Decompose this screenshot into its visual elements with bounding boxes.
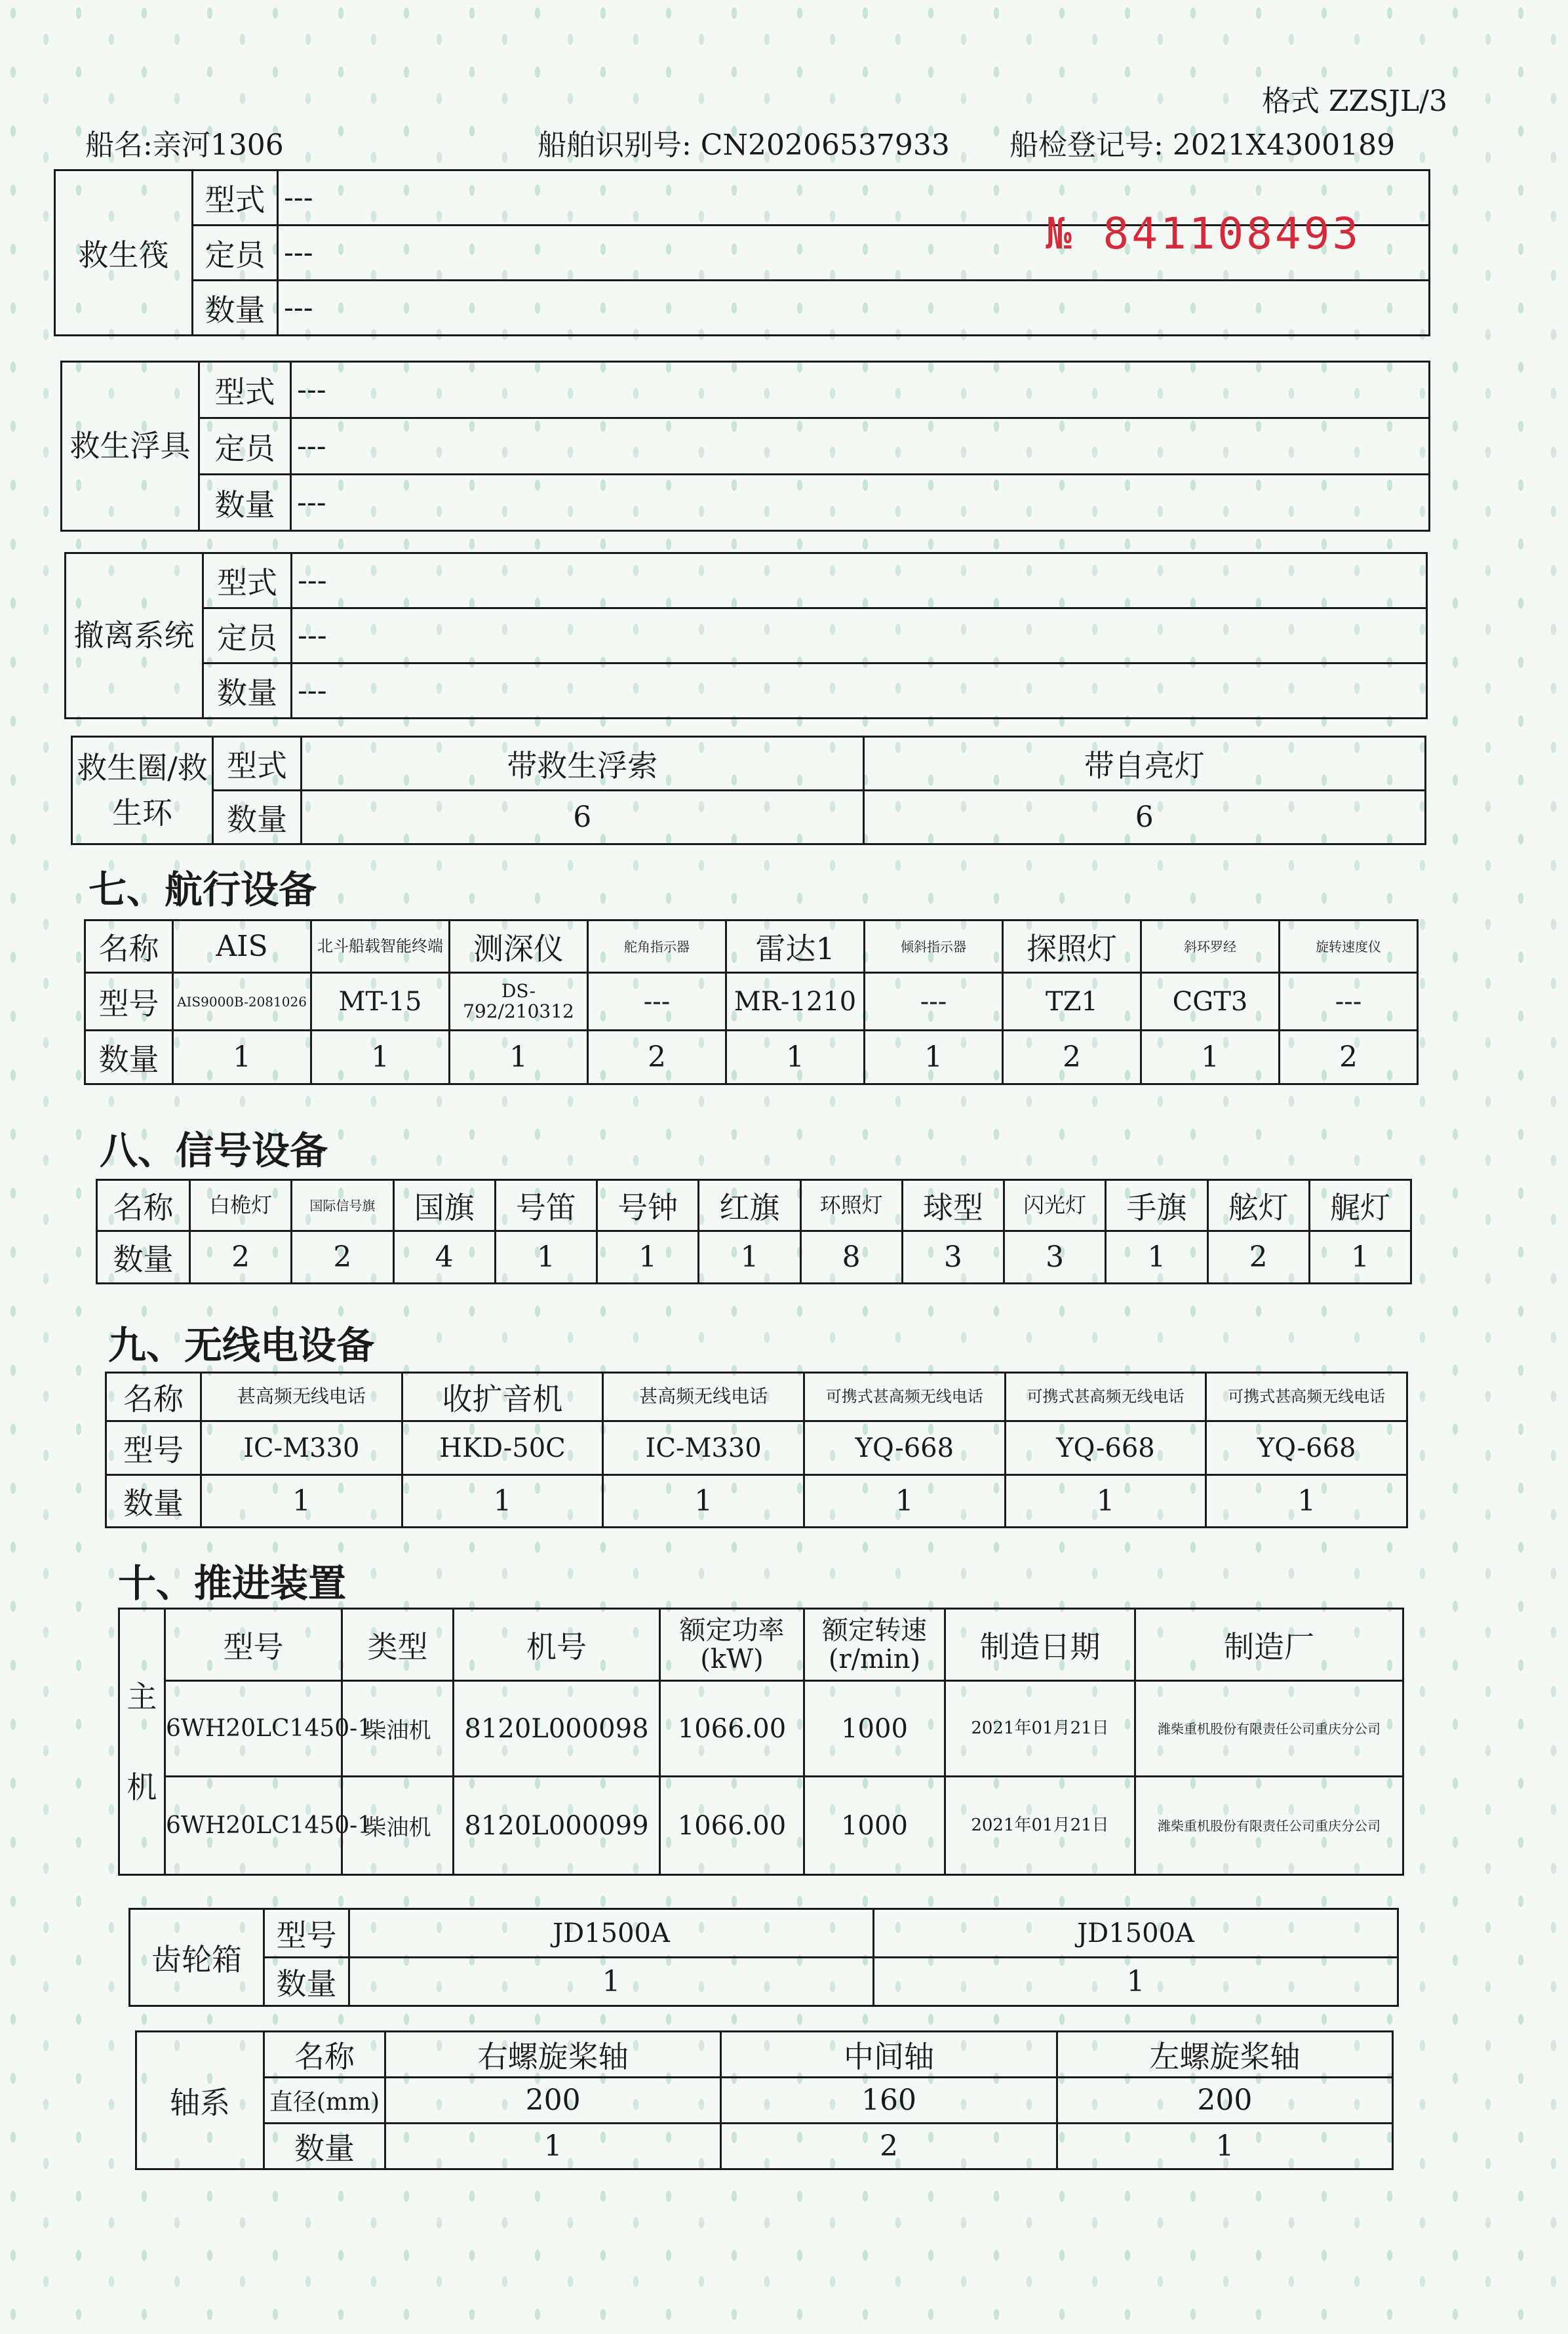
lifebuoy-qty: 6: [302, 791, 864, 844]
liferaft-title: 救生筏: [55, 170, 193, 336]
signal-qty: 2: [292, 1231, 393, 1284]
engine-number: 8120L000098: [454, 1681, 660, 1777]
signal-name: 红旗: [699, 1180, 800, 1231]
radio-table: [105, 1372, 1408, 1528]
signal-name: 艉灯: [1309, 1180, 1411, 1231]
radio-name: 可携式甚高频无线电话: [1206, 1373, 1407, 1421]
radio-name: 收扩音机: [402, 1373, 603, 1421]
column-header: 机号: [454, 1609, 660, 1681]
shaft-diameter: 200: [1057, 2078, 1392, 2124]
signal-name: 国际信号旗: [292, 1180, 393, 1231]
row-value: ---: [278, 170, 1430, 226]
row-label: 数量: [85, 1031, 173, 1084]
equipment-model: MR-1210: [726, 973, 865, 1031]
buoyant-title: 救生浮具: [62, 362, 199, 531]
radio-model: YQ-668: [1005, 1421, 1206, 1475]
engine-type: 柴油机: [342, 1681, 454, 1777]
engine-type: 柴油机: [342, 1777, 454, 1875]
radio-qty: 1: [402, 1475, 603, 1528]
buoyant-table: [60, 361, 1430, 532]
shafting-table: [135, 2030, 1394, 2170]
signal-name: 环照灯: [800, 1180, 902, 1231]
column-header: 额定功率(kW): [660, 1609, 804, 1681]
radio-qty: 1: [1206, 1475, 1407, 1528]
register-no: 船检登记号: 2021X4300189: [1009, 129, 1396, 162]
qty-label: 数量: [264, 1958, 349, 2006]
row-label: 数量: [97, 1231, 190, 1284]
row-label: 直径(mm): [264, 2078, 385, 2124]
evacuation-table: [64, 552, 1428, 719]
engine-model: 6WH20LC1450-1: [165, 1681, 342, 1777]
row-value: ---: [278, 281, 1430, 336]
radio-model: YQ-668: [804, 1421, 1005, 1475]
section-7-title: 七、航行设备: [88, 867, 317, 912]
equipment-model: ---: [588, 973, 726, 1031]
signal-qty: 1: [597, 1231, 699, 1284]
equipment-qty: 1: [1141, 1031, 1280, 1084]
signal-name: 国旗: [393, 1180, 495, 1231]
type-label: 型号: [264, 1909, 349, 1958]
signal-qty: 1: [1309, 1231, 1411, 1284]
equipment-name: 旋转速度仪: [1280, 920, 1418, 973]
radio-qty: 1: [804, 1475, 1005, 1528]
equipment-qty: 2: [1003, 1031, 1141, 1084]
lifebuoy-qty: 6: [863, 791, 1426, 844]
lifebuoy-title: 救生圈/救生环: [72, 737, 213, 844]
signal-qty: 1: [699, 1231, 800, 1284]
signal-name: 号钟: [597, 1180, 699, 1231]
radio-name: 甚高频无线电话: [201, 1373, 402, 1421]
lifebuoy-table: [71, 736, 1426, 845]
radio-model: HKD-50C: [402, 1421, 603, 1475]
propulsion-table: [118, 1608, 1404, 1876]
equipment-model: DS-792/210312: [450, 973, 588, 1031]
row-value: ---: [292, 553, 1427, 608]
row-label: 名称: [264, 2032, 385, 2078]
equipment-name: 雷达1: [726, 920, 865, 973]
engine-model: 6WH20LC1450-1: [165, 1777, 342, 1875]
row-label: 定员: [203, 608, 292, 663]
shaft-name: 右螺旋桨轴: [385, 2032, 721, 2078]
column-header: 型号: [165, 1609, 342, 1681]
row-value: ---: [291, 475, 1430, 531]
equipment-model: CGT3: [1141, 973, 1280, 1031]
row-label: 数量: [106, 1475, 201, 1528]
shaft-qty: 2: [721, 2124, 1057, 2169]
qty-label: 数量: [213, 791, 302, 844]
equipment-qty: 1: [726, 1031, 865, 1084]
shafting-title: 轴系: [136, 2032, 264, 2169]
equipment-name: 探照灯: [1003, 920, 1141, 973]
manufacturer: 潍柴重机股份有限责任公司重庆分公司: [1135, 1777, 1403, 1875]
shaft-name: 左螺旋桨轴: [1057, 2032, 1392, 2078]
gearbox-title: 齿轮箱: [130, 1909, 264, 2006]
signal-qty: 3: [1004, 1231, 1106, 1284]
signal-name: 球型: [902, 1180, 1004, 1231]
equipment-model: MT-15: [311, 973, 450, 1031]
section-10-title: 十、推进装置: [118, 1561, 347, 1606]
signal-qty: 1: [1106, 1231, 1207, 1284]
equipment-qty: 1: [173, 1031, 311, 1084]
radio-name: 甚高频无线电话: [603, 1373, 804, 1421]
row-label: 型号: [85, 973, 173, 1031]
evacuation-title: 撤离系统: [66, 553, 203, 719]
gearbox-model: JD1500A: [349, 1909, 874, 1958]
equipment-qty: 1: [865, 1031, 1003, 1084]
signal-qty: 8: [800, 1231, 902, 1284]
radio-name: 可携式甚高频无线电话: [1005, 1373, 1206, 1421]
equipment-qty: 2: [1280, 1031, 1418, 1084]
row-label: 型式: [193, 170, 278, 226]
row-label: 型式: [199, 362, 291, 418]
equipment-name: AIS: [173, 920, 311, 973]
row-label: 名称: [106, 1373, 201, 1421]
radio-model: IC-M330: [201, 1421, 402, 1475]
radio-model: IC-M330: [603, 1421, 804, 1475]
main-engine-label: 主机: [119, 1609, 165, 1875]
type-label: 型式: [213, 737, 302, 791]
signal-name: 白桅灯: [190, 1180, 292, 1231]
row-value: ---: [292, 663, 1427, 719]
navigation-table: [84, 919, 1419, 1085]
signal-qty: 2: [1207, 1231, 1309, 1284]
row-label: 数量: [203, 663, 292, 719]
manufacture-date: 2021年01月21日: [945, 1681, 1135, 1777]
engine-number: 8120L000099: [454, 1777, 660, 1875]
signal-qty: 1: [495, 1231, 597, 1284]
column-header: 制造日期: [945, 1609, 1135, 1681]
ship-id: 船舶识别号: CN20206537933: [538, 129, 950, 162]
radio-qty: 1: [603, 1475, 804, 1528]
column-header: 类型: [342, 1609, 454, 1681]
equipment-model: TZ1: [1003, 973, 1141, 1031]
shaft-name: 中间轴: [721, 2032, 1057, 2078]
signal-qty: 2: [190, 1231, 292, 1284]
equipment-name: 测深仪: [450, 920, 588, 973]
gearbox-model: JD1500A: [874, 1909, 1398, 1958]
shaft-qty: 1: [1057, 2124, 1392, 2169]
signal-qty: 3: [902, 1231, 1004, 1284]
column-header: 额定转速(r/min): [804, 1609, 945, 1681]
engine-power: 1066.00: [660, 1777, 804, 1875]
equipment-model: AIS9000B-2081026: [173, 973, 311, 1031]
radio-name: 可携式甚高频无线电话: [804, 1373, 1005, 1421]
row-label: 名称: [97, 1180, 190, 1231]
radio-qty: 1: [201, 1475, 402, 1528]
engine-power: 1066.00: [660, 1681, 804, 1777]
equipment-model: ---: [865, 973, 1003, 1031]
equipment-qty: 1: [450, 1031, 588, 1084]
gearbox-qty: 1: [349, 1958, 874, 2006]
row-value: ---: [292, 608, 1427, 663]
row-label: 名称: [85, 920, 173, 973]
lifebuoy-type: 带自亮灯: [863, 737, 1426, 791]
signal-qty: 4: [393, 1231, 495, 1284]
signal-name: 号笛: [495, 1180, 597, 1231]
engine-speed: 1000: [804, 1681, 945, 1777]
row-value: ---: [278, 226, 1430, 281]
signal-name: 闪光灯: [1004, 1180, 1106, 1231]
row-label: 定员: [199, 418, 291, 475]
section-8-title: 八、信号设备: [100, 1128, 328, 1173]
equipment-model: ---: [1280, 973, 1418, 1031]
row-label: 数量: [199, 475, 291, 531]
equipment-qty: 2: [588, 1031, 726, 1084]
row-label: 定员: [193, 226, 278, 281]
row-label: 数量: [264, 2124, 385, 2169]
radio-qty: 1: [1005, 1475, 1206, 1528]
radio-model: YQ-668: [1206, 1421, 1407, 1475]
equipment-name: 舵角指示器: [588, 920, 726, 973]
equipment-name: 斜环罗经: [1141, 920, 1280, 973]
equipment-qty: 1: [311, 1031, 450, 1084]
manufacturer: 潍柴重机股份有限责任公司重庆分公司: [1135, 1681, 1403, 1777]
section-9-title: 九、无线电设备: [108, 1323, 375, 1368]
equipment-name: 北斗船载智能终端: [311, 920, 450, 973]
equipment-name: 倾斜指示器: [865, 920, 1003, 973]
row-value: ---: [291, 418, 1430, 475]
signal-name: 舷灯: [1207, 1180, 1309, 1231]
row-label: 型号: [106, 1421, 201, 1475]
signal-table: [96, 1179, 1412, 1284]
gearbox-table: [128, 1908, 1399, 2007]
ship-name: 船名:亲河1306: [85, 129, 284, 162]
lifebuoy-type: 带救生浮索: [302, 737, 864, 791]
manufacture-date: 2021年01月21日: [945, 1777, 1135, 1875]
column-header: 制造厂: [1135, 1609, 1403, 1681]
serial-stamp: № 841108493: [1046, 208, 1362, 259]
shaft-diameter: 160: [721, 2078, 1057, 2124]
engine-speed: 1000: [804, 1777, 945, 1875]
gearbox-qty: 1: [874, 1958, 1398, 2006]
format-code: 格式 ZZSJL/3: [1262, 85, 1447, 118]
shaft-qty: 1: [385, 2124, 721, 2169]
shaft-diameter: 200: [385, 2078, 721, 2124]
signal-name: 手旗: [1106, 1180, 1207, 1231]
row-label: 数量: [193, 281, 278, 336]
row-label: 型式: [203, 553, 292, 608]
row-value: ---: [291, 362, 1430, 418]
